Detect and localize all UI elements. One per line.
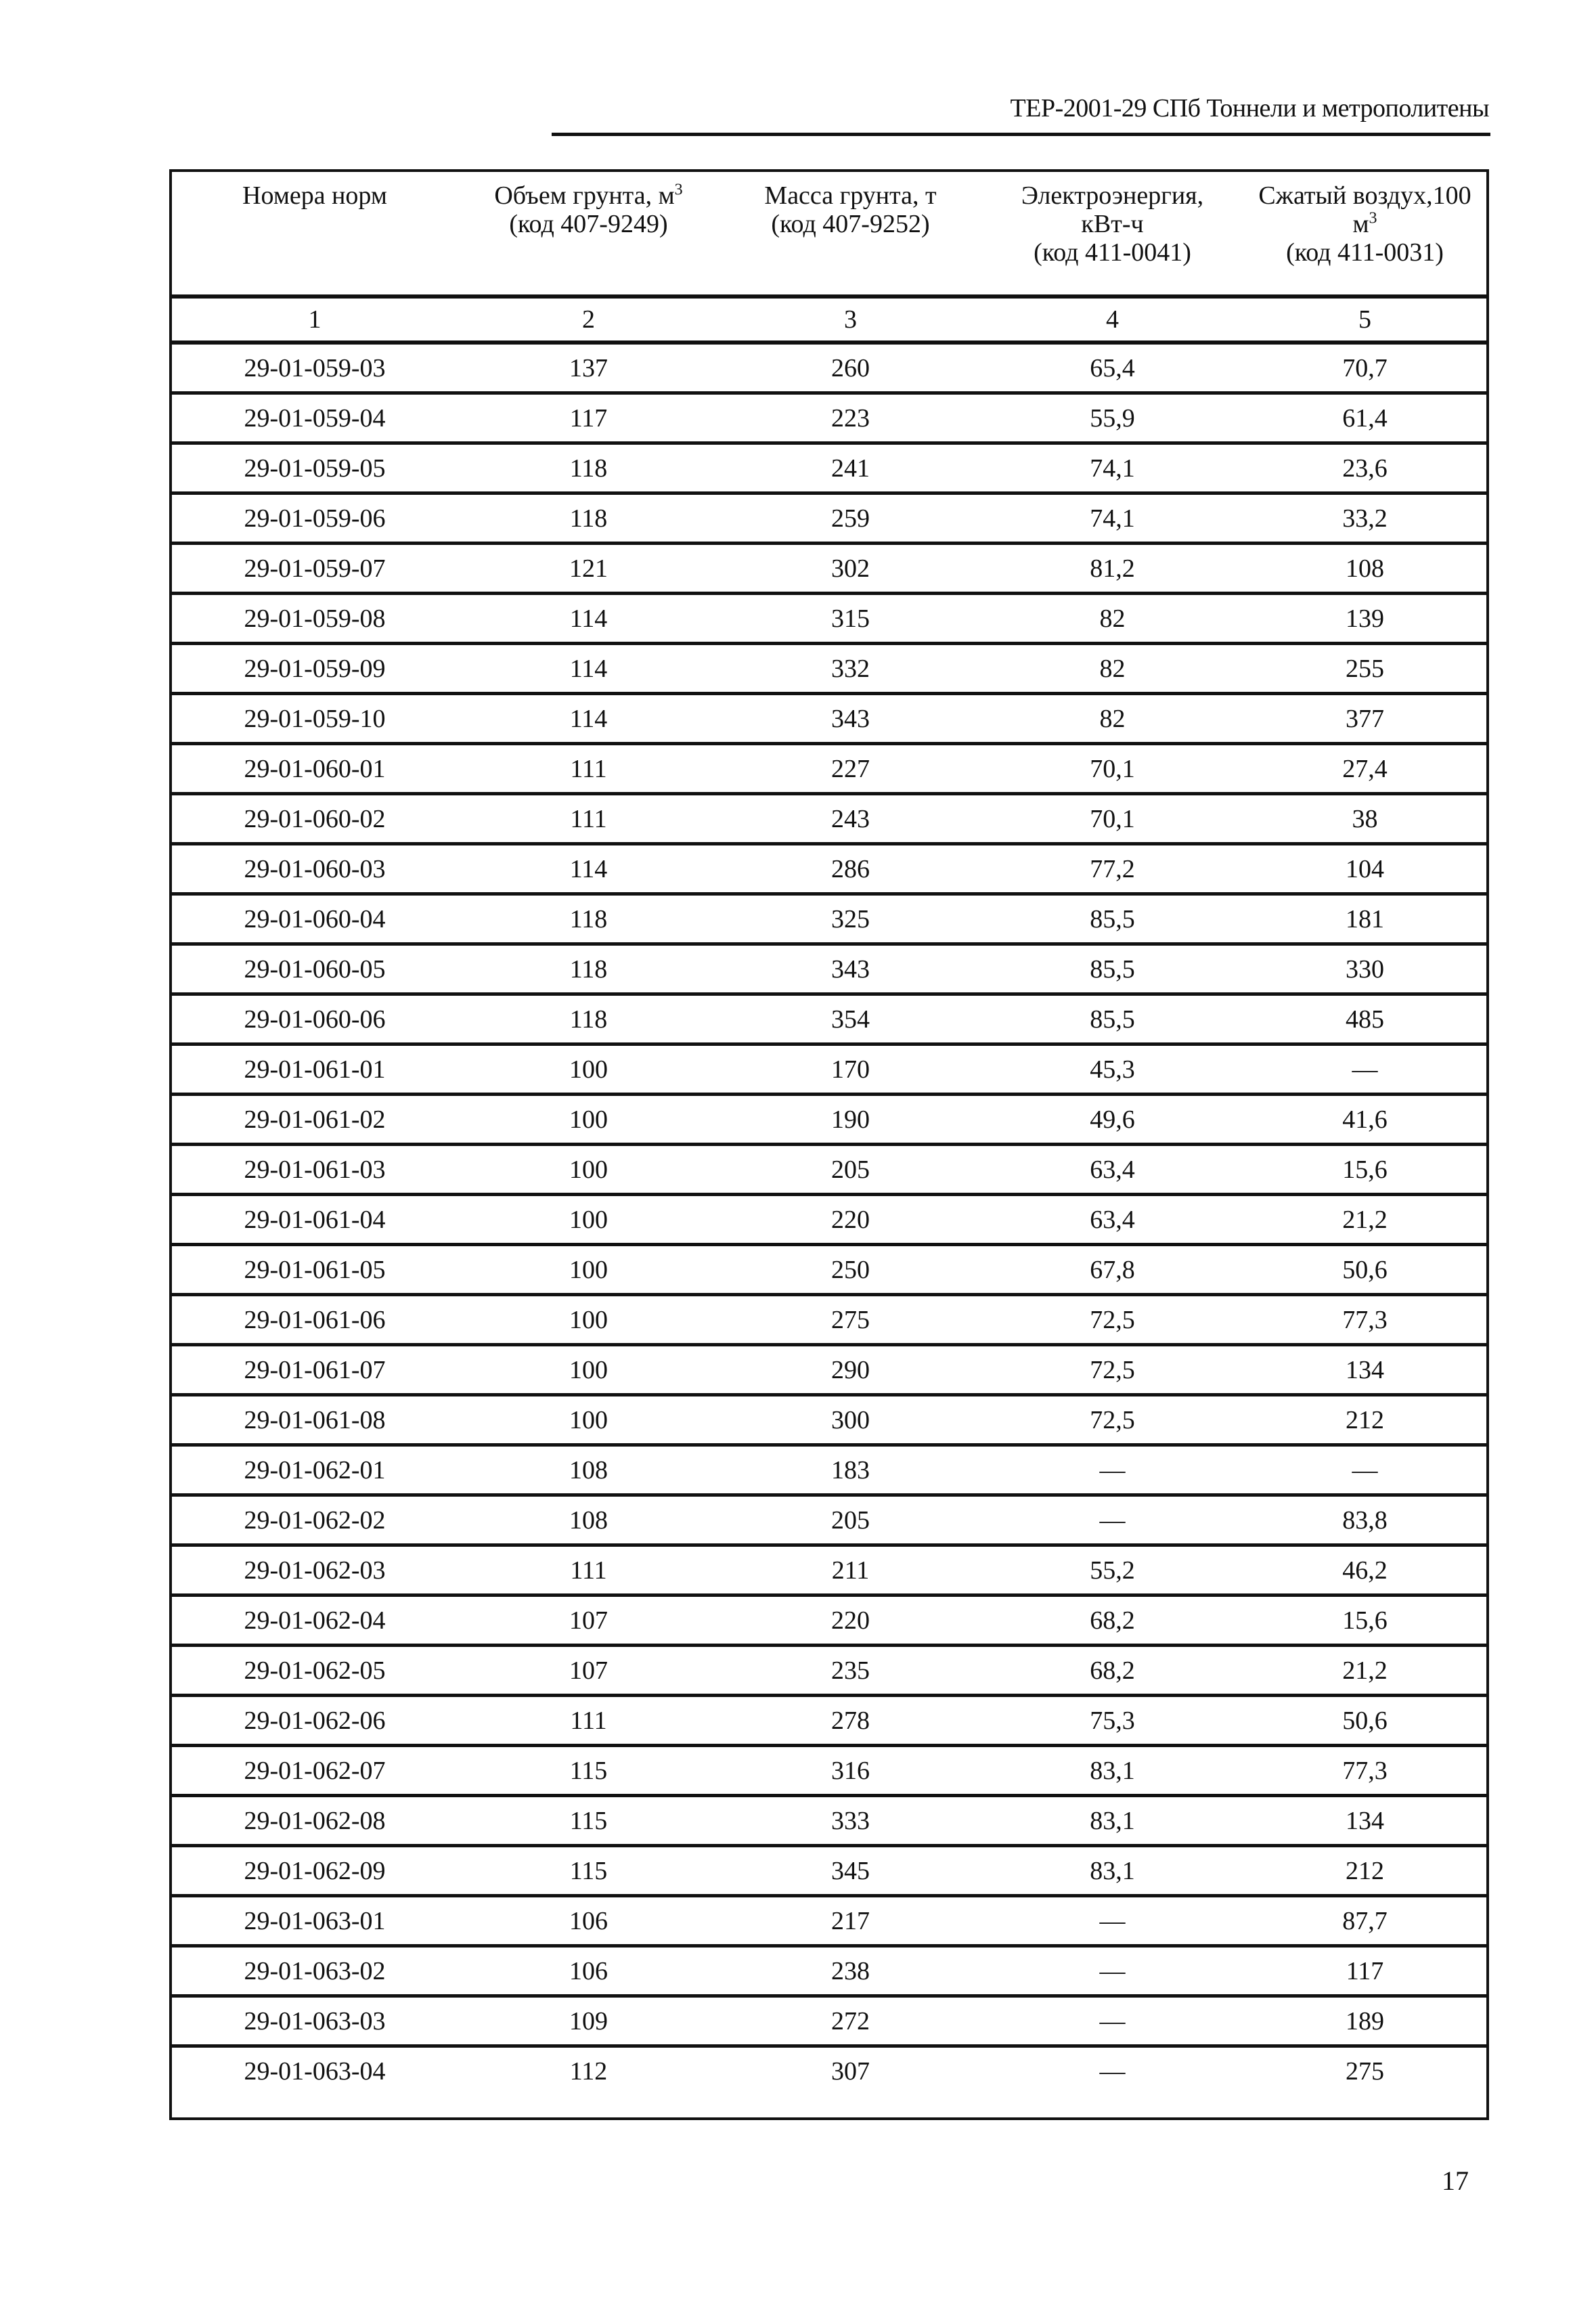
table-row bbox=[172, 694, 1486, 744]
table-cell: 29-01-063-02 bbox=[172, 1946, 458, 1996]
table-cell: 29-01-063-04 bbox=[172, 2046, 458, 2095]
table-cell: 118 bbox=[458, 493, 719, 544]
table-row bbox=[172, 1195, 1486, 1245]
table-cell: 50,6 bbox=[1243, 1245, 1486, 1295]
column-header-text: Масса грунта, т bbox=[764, 181, 937, 210]
table-header-row bbox=[172, 172, 1486, 296]
table-cell: 316 bbox=[719, 1746, 981, 1796]
table-cell: 29-01-062-07 bbox=[172, 1746, 458, 1796]
table-cell: 100 bbox=[458, 1245, 719, 1295]
norms-table bbox=[172, 172, 1486, 2094]
table-cell: 302 bbox=[719, 544, 981, 594]
table-cell: 27,4 bbox=[1243, 744, 1486, 794]
table-cell: 61,4 bbox=[1243, 393, 1486, 443]
table-cell: 250 bbox=[719, 1245, 981, 1295]
table-cell: 260 bbox=[831, 353, 870, 382]
table-cell: 82 bbox=[981, 644, 1243, 694]
table-cell: 15,6 bbox=[1243, 1595, 1486, 1646]
table-cell: 100 bbox=[458, 1044, 719, 1095]
table-cell: 83,8 bbox=[1243, 1495, 1486, 1545]
table-cell: 85,5 bbox=[981, 894, 1243, 944]
table-row bbox=[172, 1445, 1486, 1495]
table-cell: 485 bbox=[1243, 994, 1486, 1044]
table-cell: 107 bbox=[458, 1595, 719, 1646]
table-cell: 330 bbox=[1243, 944, 1486, 994]
table-cell: 104 bbox=[1243, 844, 1486, 894]
table-cell: 345 bbox=[719, 1846, 981, 1896]
table-cell: — bbox=[981, 1946, 1243, 1996]
table-cell: 68,2 bbox=[981, 1595, 1243, 1646]
table-cell: 29-01-062-04 bbox=[172, 1595, 458, 1646]
table-cell: 137 bbox=[569, 353, 608, 382]
table-cell: 115 bbox=[458, 1796, 719, 1846]
table-cell: 63,4 bbox=[981, 1195, 1243, 1245]
table-cell: 21,2 bbox=[1243, 1646, 1486, 1696]
table-row bbox=[172, 1646, 1486, 1696]
table-cell: — bbox=[1243, 1445, 1486, 1495]
table-cell: 235 bbox=[719, 1646, 981, 1696]
table-cell: 118 bbox=[458, 443, 719, 493]
table-cell: 77,3 bbox=[1243, 1295, 1486, 1345]
table-cell: 315 bbox=[719, 594, 981, 644]
table-cell: 29-01-062-03 bbox=[172, 1545, 458, 1595]
table-cell: 332 bbox=[719, 644, 981, 694]
table-cell: 259 bbox=[719, 493, 981, 544]
table-cell: 29-01-062-08 bbox=[172, 1796, 458, 1846]
table-cell: 278 bbox=[719, 1696, 981, 1746]
column-header-text: кВт-ч bbox=[1081, 210, 1144, 238]
table-cell: 100 bbox=[458, 1295, 719, 1345]
table-cell: 343 bbox=[719, 944, 981, 994]
table-cell: 29-01-060-01 bbox=[172, 744, 458, 794]
table-cell: 29-01-059-03 bbox=[244, 353, 386, 382]
table-cell: 82 bbox=[981, 694, 1243, 744]
table-cell: 29-01-059-07 bbox=[172, 544, 458, 594]
table-cell: 75,3 bbox=[981, 1696, 1243, 1746]
table-row bbox=[172, 393, 1486, 443]
table-cell: 72,5 bbox=[981, 1345, 1243, 1395]
table-cell: 21,2 bbox=[1243, 1195, 1486, 1245]
table-cell: 72,5 bbox=[981, 1395, 1243, 1445]
table-cell: 29-01-060-02 bbox=[172, 794, 458, 844]
table-row bbox=[172, 1145, 1486, 1195]
norms-table-frame bbox=[169, 169, 1489, 2120]
column-number: 4 bbox=[981, 296, 1243, 343]
column-header-5 bbox=[1243, 172, 1486, 296]
table-cell: 29-01-059-04 bbox=[172, 393, 458, 443]
table-row bbox=[172, 944, 1486, 994]
table-cell: 67,8 bbox=[981, 1245, 1243, 1295]
table-cell: 111 bbox=[458, 744, 719, 794]
table-row bbox=[172, 594, 1486, 644]
table-cell: 115 bbox=[458, 1746, 719, 1796]
column-header-text: Объем грунта, $м^3$ bbox=[494, 181, 683, 210]
table-cell: 82 bbox=[981, 594, 1243, 644]
table-cell: 29-01-061-08 bbox=[172, 1395, 458, 1445]
table-cell: 83,1 bbox=[981, 1846, 1243, 1896]
table-cell: 65,4 bbox=[1090, 353, 1135, 382]
table-cell: 29-01-061-01 bbox=[172, 1044, 458, 1095]
table-cell: 114 bbox=[458, 644, 719, 694]
table-row bbox=[172, 844, 1486, 894]
column-header-text: Сжатый воздух,100 bbox=[1258, 181, 1471, 210]
table-cell: — bbox=[981, 2046, 1243, 2095]
table-cell: 38 bbox=[1243, 794, 1486, 844]
table-cell: 87,7 bbox=[1243, 1896, 1486, 1946]
column-header-text: Номера норм bbox=[242, 181, 387, 210]
column-number: 1 bbox=[172, 296, 458, 343]
table-cell: 275 bbox=[1243, 2046, 1486, 2095]
table-row bbox=[172, 1846, 1486, 1896]
table-row bbox=[172, 544, 1486, 594]
table-cell: — bbox=[981, 1495, 1243, 1545]
table-cell: 111 bbox=[458, 1696, 719, 1746]
table-row bbox=[172, 744, 1486, 794]
table-row bbox=[172, 1295, 1486, 1345]
table-cell: 72,5 bbox=[981, 1295, 1243, 1345]
header-rule bbox=[552, 133, 1490, 136]
table-cell: 29-01-059-10 bbox=[172, 694, 458, 744]
column-header-text: (код 411-0031) bbox=[1286, 238, 1444, 267]
column-number: 3 bbox=[719, 296, 981, 343]
table-row bbox=[172, 1345, 1486, 1395]
table-cell: — bbox=[981, 1996, 1243, 2046]
column-number: 2 bbox=[458, 296, 719, 343]
table-cell: 272 bbox=[719, 1996, 981, 2046]
table-cell: 29-01-061-05 bbox=[172, 1245, 458, 1295]
column-header-4 bbox=[981, 172, 1243, 296]
table-cell: 114 bbox=[458, 844, 719, 894]
table-row bbox=[172, 2046, 1486, 2095]
table-cell: — bbox=[1243, 1044, 1486, 1095]
table-cell: 29-01-061-04 bbox=[172, 1195, 458, 1245]
table-cell: 220 bbox=[719, 1595, 981, 1646]
table-cell: 211 bbox=[719, 1545, 981, 1595]
column-header-text: $м^3$ bbox=[1352, 209, 1377, 238]
table-cell: 217 bbox=[719, 1896, 981, 1946]
table-cell: 134 bbox=[1243, 1796, 1486, 1846]
table-cell: 117 bbox=[1243, 1946, 1486, 1996]
table-cell: 77,2 bbox=[981, 844, 1243, 894]
table-cell: 112 bbox=[458, 2046, 719, 2095]
table-row bbox=[172, 1595, 1486, 1646]
table-cell: 333 bbox=[719, 1796, 981, 1846]
table-cell: 45,3 bbox=[981, 1044, 1243, 1095]
table-cell: 118 bbox=[458, 894, 719, 944]
table-cell: 243 bbox=[719, 794, 981, 844]
table-cell: 354 bbox=[719, 994, 981, 1044]
page-number: 17 bbox=[1442, 2165, 1469, 2196]
table-cell: 238 bbox=[719, 1946, 981, 1996]
table-row bbox=[172, 994, 1486, 1044]
table-cell: — bbox=[981, 1896, 1243, 1946]
table-cell: 29-01-063-01 bbox=[172, 1896, 458, 1946]
table-cell: 108 bbox=[1243, 544, 1486, 594]
table-cell: 29-01-061-07 bbox=[172, 1345, 458, 1395]
table-cell: 29-01-060-05 bbox=[172, 944, 458, 994]
table-cell: 100 bbox=[458, 1145, 719, 1195]
table-cell: 55,9 bbox=[981, 393, 1243, 443]
table-cell: 29-01-063-03 bbox=[172, 1996, 458, 2046]
table-cell: 85,5 bbox=[981, 994, 1243, 1044]
table-body bbox=[172, 343, 1486, 2094]
table-cell: 212 bbox=[1243, 1846, 1486, 1896]
table-cell: 307 bbox=[719, 2046, 981, 2095]
table-cell: 29-01-059-06 bbox=[172, 493, 458, 544]
table-cell: 49,6 bbox=[981, 1095, 1243, 1145]
table-cell: 300 bbox=[719, 1395, 981, 1445]
table-row bbox=[172, 794, 1486, 844]
table-cell: 109 bbox=[458, 1996, 719, 2046]
table-cell: 377 bbox=[1243, 694, 1486, 744]
column-header-text: (код 407-9252) bbox=[771, 210, 930, 238]
table-cell: 15,6 bbox=[1243, 1145, 1486, 1195]
table-cell: 29-01-062-09 bbox=[172, 1846, 458, 1896]
table-row bbox=[172, 1095, 1486, 1145]
table-row bbox=[172, 1395, 1486, 1445]
table-cell: 114 bbox=[458, 594, 719, 644]
column-header-text: (код 407-9249) bbox=[509, 210, 668, 238]
table-cell: 77,3 bbox=[1243, 1746, 1486, 1796]
table-row bbox=[172, 493, 1486, 544]
table-row bbox=[172, 1896, 1486, 1946]
table-cell: 29-01-060-04 bbox=[172, 894, 458, 944]
table-cell: 108 bbox=[458, 1495, 719, 1545]
table-cell: — bbox=[981, 1445, 1243, 1495]
table-cell: 223 bbox=[719, 393, 981, 443]
table-cell: 29-01-062-01 bbox=[172, 1445, 458, 1495]
table-cell: 212 bbox=[1243, 1395, 1486, 1445]
table-cell: 74,1 bbox=[981, 493, 1243, 544]
table-cell: 100 bbox=[458, 1095, 719, 1145]
table-cell: 29-01-060-06 bbox=[172, 994, 458, 1044]
document-header-title: ТЕР-2001-29 СПб Тоннели и метрополитены bbox=[1010, 94, 1489, 123]
table-cell: 33,2 bbox=[1243, 493, 1486, 544]
table-cell: 70,7 bbox=[1342, 353, 1388, 382]
table-cell: 83,1 bbox=[981, 1746, 1243, 1796]
table-cell: 106 bbox=[458, 1896, 719, 1946]
table-cell: 63,4 bbox=[981, 1145, 1243, 1195]
table-cell: 41,6 bbox=[1243, 1095, 1486, 1145]
table-cell: 115 bbox=[458, 1846, 719, 1896]
table-cell: 70,1 bbox=[981, 794, 1243, 844]
table-cell: 29-01-059-05 bbox=[172, 443, 458, 493]
table-cell: 29-01-059-09 bbox=[172, 644, 458, 694]
table-row bbox=[172, 443, 1486, 493]
table-cell: 23,6 bbox=[1243, 443, 1486, 493]
table-cell: 134 bbox=[1243, 1345, 1486, 1395]
table-cell: 70,1 bbox=[981, 744, 1243, 794]
column-header-3 bbox=[719, 172, 981, 296]
table-cell: 170 bbox=[719, 1044, 981, 1095]
table-cell: 255 bbox=[1243, 644, 1486, 694]
table-row bbox=[172, 1696, 1486, 1746]
table-cell: 290 bbox=[719, 1345, 981, 1395]
column-header-2 bbox=[458, 172, 719, 296]
table-row bbox=[172, 1044, 1486, 1095]
column-header-text: Электроэнергия, bbox=[1021, 181, 1204, 210]
table-cell: 68,2 bbox=[981, 1646, 1243, 1696]
table-cell: 29-01-061-02 bbox=[172, 1095, 458, 1145]
table-cell: 117 bbox=[458, 393, 719, 443]
table-cell: 118 bbox=[458, 994, 719, 1044]
table-cell: 205 bbox=[719, 1495, 981, 1545]
table-cell: 183 bbox=[719, 1445, 981, 1495]
table-cell: 139 bbox=[1243, 594, 1486, 644]
table-row bbox=[172, 1245, 1486, 1295]
table-cell: 111 bbox=[458, 1545, 719, 1595]
table-cell: 190 bbox=[719, 1095, 981, 1145]
table-cell: 29-01-062-02 bbox=[172, 1495, 458, 1545]
table-cell: 121 bbox=[458, 544, 719, 594]
table-cell: 29-01-062-06 bbox=[172, 1696, 458, 1746]
table-cell: 325 bbox=[719, 894, 981, 944]
table-cell: 205 bbox=[719, 1145, 981, 1195]
table-cell: 100 bbox=[458, 1345, 719, 1395]
column-header-text: (код 411-0041) bbox=[1034, 238, 1191, 267]
table-cell: 106 bbox=[458, 1946, 719, 1996]
table-cell: 220 bbox=[719, 1195, 981, 1245]
table-row bbox=[172, 1796, 1486, 1846]
table-cell: 74,1 bbox=[981, 443, 1243, 493]
table-row bbox=[172, 1495, 1486, 1545]
table-cell: 189 bbox=[1243, 1996, 1486, 2046]
table-cell: 108 bbox=[458, 1445, 719, 1495]
table-cell: 55,2 bbox=[981, 1545, 1243, 1595]
table-cell: 29-01-059-08 bbox=[172, 594, 458, 644]
table-row bbox=[172, 894, 1486, 944]
table-cell: 286 bbox=[719, 844, 981, 894]
table-cell: 50,6 bbox=[1243, 1696, 1486, 1746]
table-cell: 81,2 bbox=[981, 544, 1243, 594]
table-row bbox=[172, 1545, 1486, 1595]
column-number-row bbox=[172, 296, 1486, 343]
table-cell: 114 bbox=[458, 694, 719, 744]
table-row bbox=[172, 1946, 1486, 1996]
column-number: 5 bbox=[1243, 296, 1486, 343]
table-cell: 85,5 bbox=[981, 944, 1243, 994]
column-header-1 bbox=[172, 172, 458, 296]
table-cell: 241 bbox=[719, 443, 981, 493]
table-cell: 29-01-060-03 bbox=[172, 844, 458, 894]
table-cell: 83,1 bbox=[981, 1796, 1243, 1846]
table-cell: 227 bbox=[719, 744, 981, 794]
table-row bbox=[172, 1996, 1486, 2046]
table-cell: 46,2 bbox=[1243, 1545, 1486, 1595]
table-cell: 29-01-061-03 bbox=[172, 1145, 458, 1195]
table-row bbox=[172, 343, 1486, 393]
table-cell: 107 bbox=[458, 1646, 719, 1696]
table-row bbox=[172, 1746, 1486, 1796]
table-cell: 29-01-061-06 bbox=[172, 1295, 458, 1345]
table-cell: 111 bbox=[458, 794, 719, 844]
table-cell: 343 bbox=[719, 694, 981, 744]
table-cell: 100 bbox=[458, 1395, 719, 1445]
table-cell: 275 bbox=[719, 1295, 981, 1345]
table-cell: 29-01-062-05 bbox=[172, 1646, 458, 1696]
table-cell: 118 bbox=[458, 944, 719, 994]
table-cell: 181 bbox=[1243, 894, 1486, 944]
table-cell: 100 bbox=[458, 1195, 719, 1245]
table-row bbox=[172, 644, 1486, 694]
